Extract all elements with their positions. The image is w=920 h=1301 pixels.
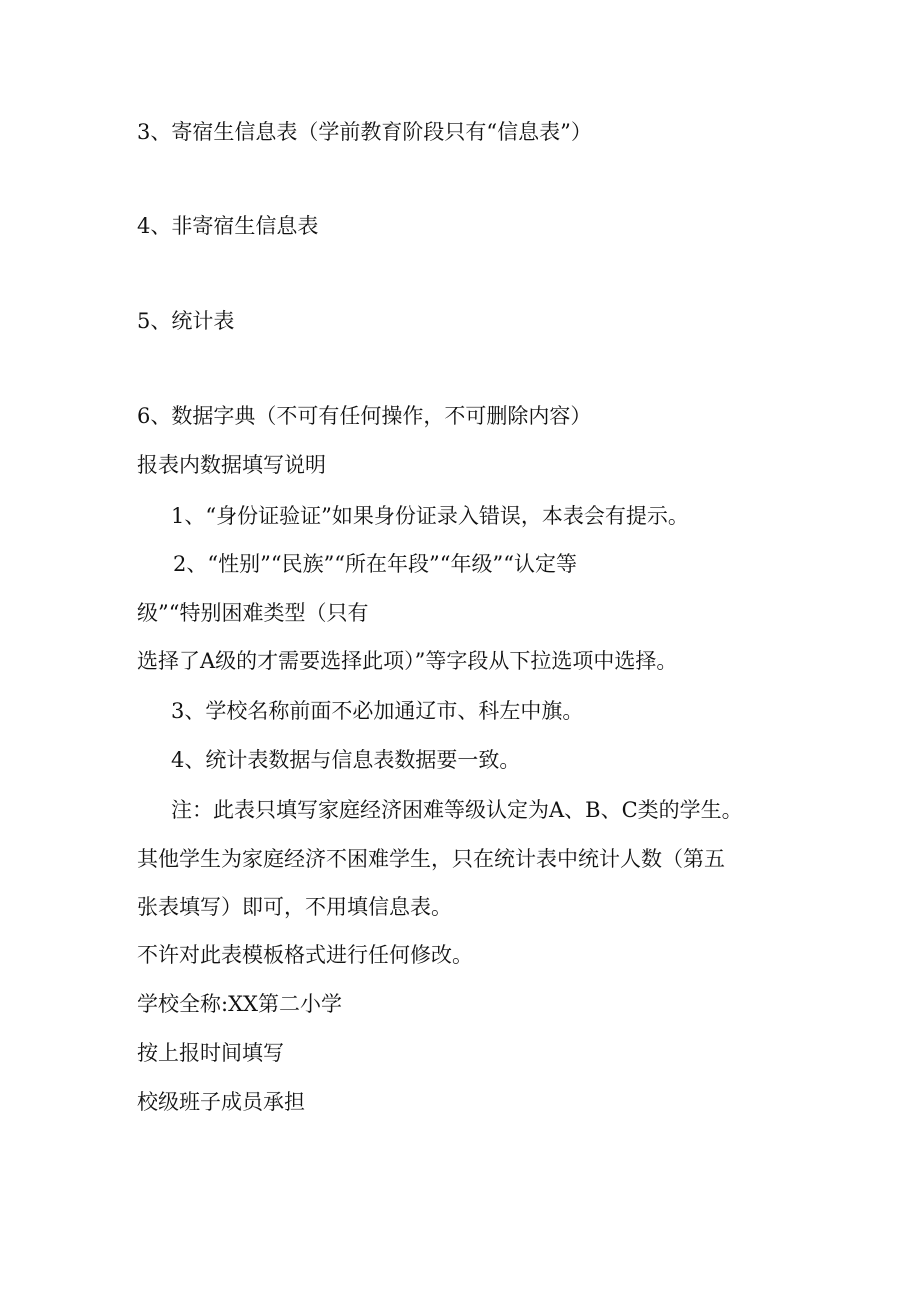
note-line-1: 注：此表只填写家庭经济困难等级认定为A、B、C类的学生。 [171,798,743,822]
item-boarding-table: 3、寄宿生信息表（学前教育阶段只有“信息表”） [137,120,592,144]
instructions-heading: 报表内数据填写说明 [137,453,326,477]
responsibility-note: 校级班子成员承担 [137,1090,305,1114]
note-line-3: 张表填写）即可，不用填信息表。 [137,895,452,919]
instruction-2-line-2: 级”“特别困难类型（只有 [137,601,369,625]
no-modify-notice: 不许对此表模板格式进行任何修改。 [137,943,473,967]
school-full-name: 学校全称:XX第二小学 [137,992,342,1016]
item-statistics-table: 5、统计表 [137,309,235,333]
instruction-2-line-1: 2、“性别”“民族”“所在年段”“年级”“认定等 [173,552,577,576]
instruction-3: 3、学校名称前面不必加通辽市、科左中旗。 [171,699,584,723]
instruction-2-line-3: 选择了A级的才需要选择此项）”等字段从下拉选项中选择。 [137,649,678,673]
fill-by-time-note: 按上报时间填写 [137,1041,284,1065]
note-line-2: 其他学生为家庭经济不困难学生，只在统计表中统计人数（第五 [137,847,725,871]
instruction-1: 1、“身份证验证”如果身份证录入错误，本表会有提示。 [171,504,689,528]
item-data-dictionary: 6、数据字典（不可有任何操作，不可删除内容） [137,404,592,428]
item-nonboarding-table: 4、非寄宿生信息表 [137,214,319,238]
instruction-4: 4、统计表数据与信息表数据要一致。 [171,748,521,772]
